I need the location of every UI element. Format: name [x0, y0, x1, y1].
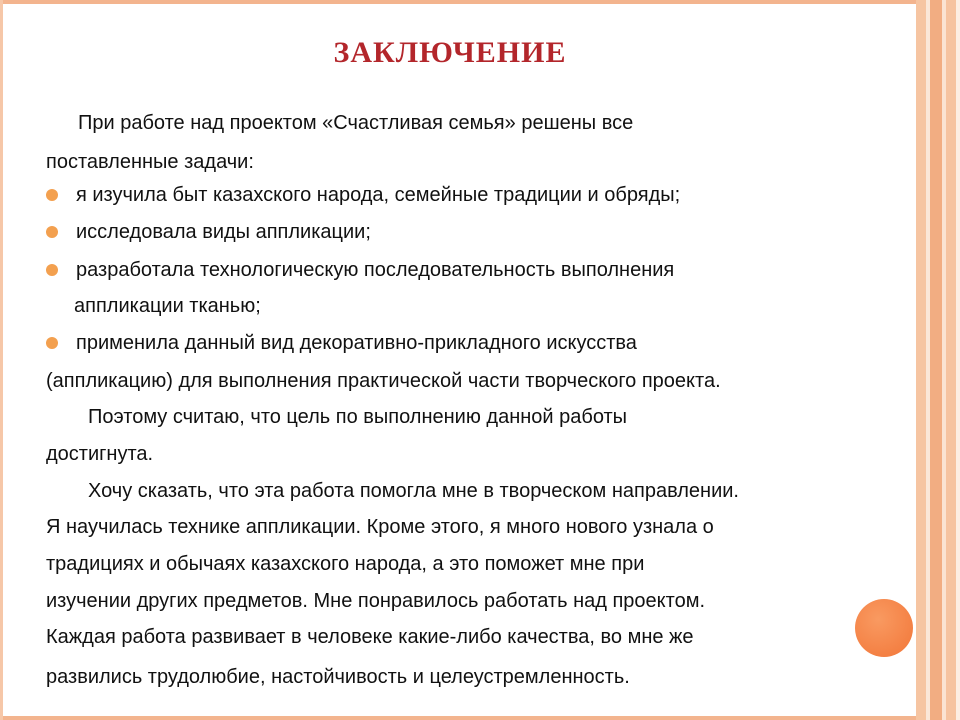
decor-stripe: [946, 0, 956, 720]
frame-top-border: [0, 0, 960, 4]
decor-stripe: [930, 0, 942, 720]
conclusion-line: достигнута.: [46, 443, 154, 465]
decor-stripe: [956, 0, 960, 720]
final-paragraph-line: Я научилась технике аппликации. Кроме этого, я много нового узнала о: [46, 516, 714, 538]
final-paragraph-line: развились трудолюбие, настойчивость и целеустремленность.: [46, 666, 630, 688]
decor-circle: [855, 599, 913, 657]
bullet-item: я изучила быт казахского народа, семейные традиции и обряды;: [76, 184, 681, 206]
final-paragraph-line: изучении других предметов. Мне понравилось работать над проектом.: [46, 590, 706, 612]
frame-left-border: [0, 0, 3, 720]
decor-stripe: [916, 0, 926, 720]
bullet-item: исследовала виды аппликации;: [76, 221, 371, 243]
bullet-icon: [46, 264, 58, 276]
bullet-icon: [46, 189, 58, 201]
bullet-icon: [46, 226, 58, 238]
conclusion-line: Поэтому считаю, что цель по выполнению данной работы: [88, 406, 628, 428]
intro-line: поставленные задачи:: [46, 151, 254, 173]
final-paragraph-line: Хочу сказать, что эта работа помогла мне в творческом направлении.: [88, 480, 739, 502]
intro-line: При работе над проектом «Счастливая семья» решены все: [78, 112, 634, 134]
bullet-item: разработала технологическую последовательность выполнения: [76, 259, 675, 281]
frame-bottom-border: [0, 716, 960, 720]
slide-title: ЗАКЛЮЧЕНИЕ: [333, 36, 567, 69]
bullet-item-continuation: аппликации тканью;: [74, 295, 261, 317]
bullet-item: применила данный вид декоративно-прикладного искусства: [76, 332, 637, 354]
final-paragraph-line: традициях и обычаях казахского народа, а это поможет мне при: [46, 553, 645, 575]
bullet-item-continuation: (аппликацию) для выполнения практической части творческого проекта.: [46, 370, 721, 392]
bullet-icon: [46, 337, 58, 349]
final-paragraph-line: Каждая работа развивает в человеке какие-либо качества, во мне же: [46, 626, 694, 648]
